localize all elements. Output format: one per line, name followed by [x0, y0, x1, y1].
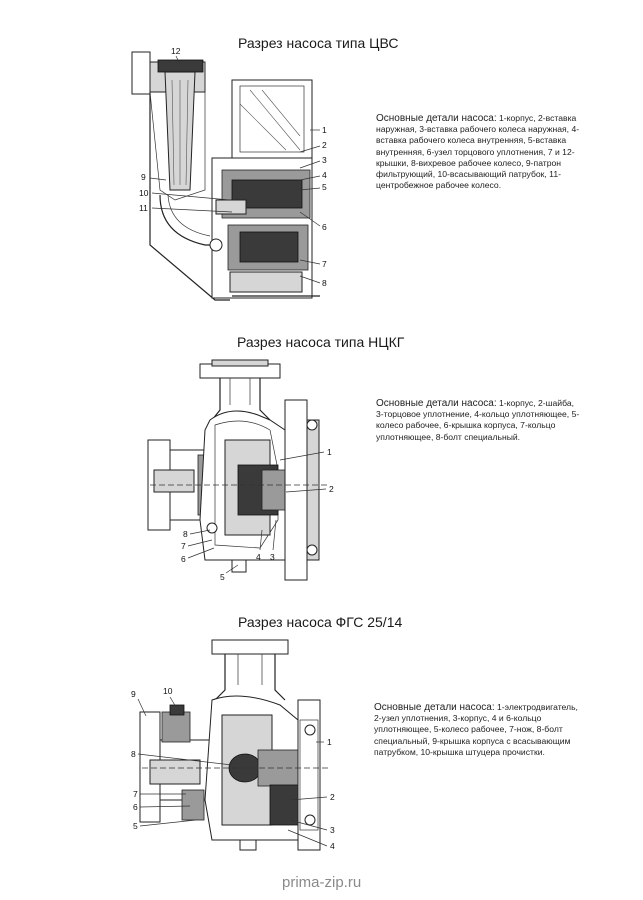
callout-7: 7 [133, 789, 138, 799]
callout-5: 5 [133, 821, 138, 831]
callout-4: 4 [322, 170, 327, 180]
callout-4: 4 [256, 552, 261, 562]
pump-nckg-cross-section [148, 360, 330, 580]
description-text: 1-корпус, 2-шайба, 3-торцовое уплотнение, 4-кольцо уплотняющее, 5-колесо рабочее, 6-крышка корпуса, 7-кольцо уплотняющее, 8-болт специальный. [376, 398, 580, 442]
callout-3: 3 [270, 552, 275, 562]
callout-9: 9 [131, 689, 136, 699]
callout-11: 11 [139, 203, 148, 213]
description-lead: Основные детали насоса: [376, 398, 497, 409]
description-lead: Основные детали насоса: [376, 113, 497, 124]
section-1-description [376, 113, 588, 191]
callout-5: 5 [220, 572, 225, 582]
callout-12: 12 [171, 46, 181, 56]
callout-6: 6 [181, 554, 186, 564]
callout-3: 3 [330, 825, 335, 835]
callout-2: 2 [329, 484, 334, 494]
description-lead: Основные детали насоса: [374, 702, 495, 713]
callout-8: 8 [322, 278, 327, 288]
callout-2: 2 [322, 140, 327, 150]
callout-8: 8 [131, 749, 136, 759]
section-1-title: Разрез насоса типа ЦВС [238, 35, 399, 51]
callout-6: 6 [133, 802, 138, 812]
callout-6: 6 [322, 222, 327, 232]
section-2-title: Разрез насоса типа НЦКГ [237, 334, 405, 350]
callout-4: 4 [330, 841, 335, 851]
callout-1: 1 [327, 737, 332, 747]
site-watermark: prima-zip.ru [282, 874, 362, 891]
callout-3: 3 [322, 155, 327, 165]
callout-9: 9 [141, 172, 146, 182]
section-2-description [376, 398, 582, 443]
callout-1: 1 [327, 447, 332, 457]
pump-fgs-cross-section [140, 640, 330, 850]
section-3-description [374, 702, 584, 758]
callout-2: 2 [330, 792, 335, 802]
callout-10: 10 [163, 686, 173, 696]
callout-5: 5 [322, 182, 327, 192]
callout-1: 1 [322, 125, 327, 135]
callout-7: 7 [181, 541, 186, 551]
callout-10: 10 [139, 188, 149, 198]
description-text: 1-корпус, 2-вставка наружная, 3-вставка рабочего колеса наружная, 4-вставка рабочего колеса внутренняя, 5-вставка внутренняя, 6-узел торцового уплотнения, 7 и 12-крышки, 8-вихревое рабочее колесо, 9-патрон фильтрующий, 10-всасывающий патрубок, 11-центробежное рабочее колесо. [376, 113, 580, 191]
pump-cvs-cross-section [132, 52, 320, 300]
section-3-title: Разрез насоса ФГС 25/14 [238, 614, 403, 630]
description-text: 1-электродвигатель, 2-узел уплотнения, 3-корпус, 4 и 6-кольцо уплотняющее, 5-колесо рабочее, 7-нож, 8-болт специальный, 9-крышка корпуса с всасывающим патрубком, 10-крышка штуцера прочистки. [374, 702, 578, 757]
callout-7: 7 [322, 259, 327, 269]
callout-8: 8 [183, 529, 188, 539]
